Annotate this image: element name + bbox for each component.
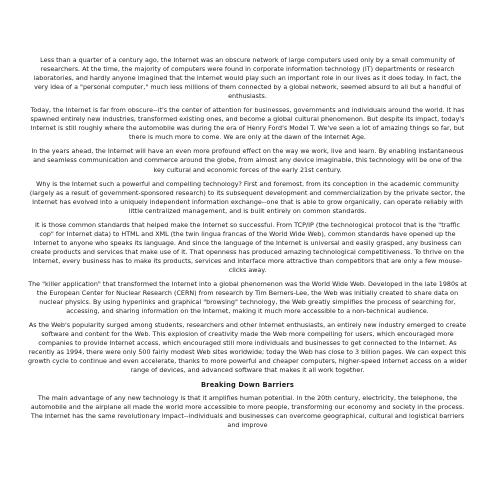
paragraph-7: As the Web's popularity surged among students, researchers and other Internet enthusiasts, an entirely new industry emerged to create software and content for the Web. This explosion of creativity made the Web more compelling for users, which encouraged more companies to provide Internet access, which encouraged still more individuals and businesses to get connected to the Internet. As recently as 1994, there were only 500 fairly modest Web sites worldwide; today the Web has close to 3 billion pages. We can expect this growth cycle to continue and even accelerate, thanks to more powerful and cheaper computers, higher-speed Internet access on a wider range of devices, and advanced software that makes it all work together. xyxy=(28,322,467,375)
paragraph-6: The "killer application" that transformed the Internet into a global phenomenon was the World Wide Web. Developed in the late 1980s at the European Center for Nuclear Research (CERN) from research by Tim Berners-Lee, the Web was initially created to share data on nuclear physics. By using hyperlinks and graphical "browsing" technology, the Web greatly simplifies the process of searching for, accessing, and sharing information on the Internet, making it much more accessible to a non-technical audience. xyxy=(28,281,467,316)
paragraph-5: It is those common standards that helped make the Internet so successful. From TCP/IP (the technological protocol that is the "traffic cop" for Internet data) to HTML and XML (the twin lingua francas of the World Wide Web), common standards have opened up the Internet to anyone who speaks its language. And since the language of the Internet is universal and easily grasped, any business can create products and services that make use of it. That openness has produced amazing technological competitiveness. To thrive on the Internet, every business has to make its products, services and interface more attractive than competitors that are only a few mouse-clicks away. xyxy=(30,221,465,274)
paragraph-8: The main advantage of any new technology is that it amplifies human potential. In the 20th century, electricity, the telephone, the automobile and the airplane all made the world more accessible to more people, transforming our economy and society in the process. The Internet has the same revolutionary impact--individuals and businesses can overcome geographical, cultural and logistical barriers and improve xyxy=(30,394,465,429)
paragraph-1: Less than a quarter of a century ago, the Internet was an obscure network of large computers used only by a small community of researchers. At the time, the majority of computers were found in corporate information technology (IT) departments or research laboratories, and hardly anyone imagined that the Internet would play such an important role in our lives as it does today. In fact, the very idea of a "personal computer," much less millions of them connected by a global network, seemed absurd to all but a handful of enthusiasts. xyxy=(33,57,462,101)
section-heading: Breaking Down Barriers xyxy=(201,380,294,389)
paragraph-4: Why is the Internet such a powerful and compelling technology? First and foremost, from its conception in the academic community (largely as a result of government-sponsored research) to its subsequent development and commercialization by the private sector, the Internet has evolved into a uniquely independent information exchange--one that is able to grow organically, can operate reliably with little centralized management, and is built entirely on common standards. xyxy=(29,180,466,215)
document-page xyxy=(28,56,467,435)
paragraph-3: In the years ahead, the Internet will have an even more profound effect on the way we work, live and learn. By enabling instantaneous and seamless communication and commerce around the globe, from almost any device imaginable, this technology will be one of the key cultural and economic forces of the early 21st century. xyxy=(31,148,464,174)
paragraph-2: Today, the Internet is far from obscure--it's the center of attention for businesses, governments and individuals around the world. It has spawned entirely new industries, transformed existing ones, and become a global cultural phenomenon. But despite its impact, today's Internet is still roughly where the automobile was during the era of Henry Ford's Model T. We've seen a lot of amazing things so far, but there is much more to come. We are only at the dawn of the Internet Age. xyxy=(30,107,465,142)
